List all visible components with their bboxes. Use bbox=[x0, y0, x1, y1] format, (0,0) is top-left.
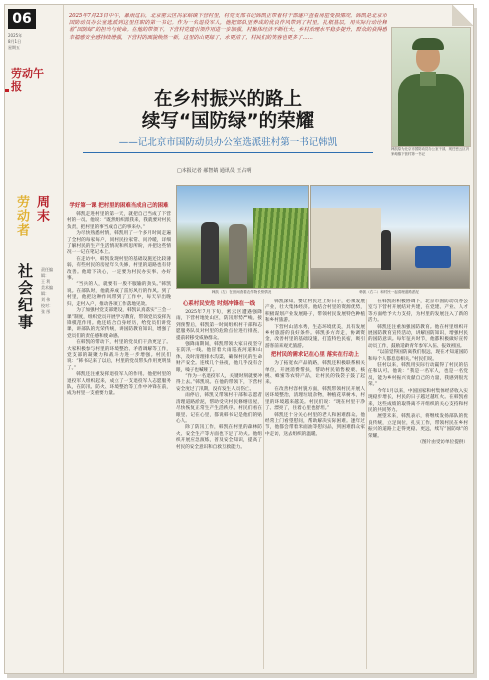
paragraph: 为了拓宽农产品销路，韩凯还积极联系相关单位，开展消费帮扶，帮助村民销售板栗、核桃、蜂蜜等农特产品，让村民的钱袋子鼓了起来。 bbox=[265, 361, 365, 386]
article-column-4 bbox=[368, 299, 468, 669]
subheadline-rule bbox=[83, 152, 373, 153]
section-title-shehuijishi: 社会纪事 bbox=[16, 263, 34, 331]
paragraph: 2025年7月下旬，密云区遭遇强降雨，下营村地处山区，防汛形势严峻。接到预警后，韩凯第一时间组织村干部和志愿服务队员对村里的危险点位进行排查，提前转移受威胁群众。 bbox=[176, 310, 262, 341]
road-cleanup-photo bbox=[310, 185, 470, 289]
editor-line: 张 彤 bbox=[41, 309, 51, 314]
date-line: 星期五 bbox=[8, 45, 20, 50]
page-number: 06 bbox=[8, 9, 36, 29]
red-marker bbox=[5, 89, 9, 92]
paragraph: 韩凯还注重发挥退役军人的作用。他把村里的退役军人组织起来，成立了一支退役军人志愿服务队，在防汛、防火、环境整治等工作中冲锋在前，成为村里一支重要力量。 bbox=[67, 372, 171, 397]
photo-credit: （图片由受访单位提供） bbox=[417, 439, 468, 445]
paragraph: 在韩凯的积极协调下，北京市国防动员办公室与下营村开展结对共建，在党建、产业、人才等方面给予大力支持，为村里的发展注入了新的活力。 bbox=[368, 299, 468, 324]
paragraph: 雨停后，韩凯又带领村干部和志愿者清理道路淤泥，帮助受灾村民修缮房屋，尽快恢复正常生产生活秩序。村民们看在眼里、记在心里，都说韩书记是他们的贴心人。 bbox=[176, 393, 262, 424]
date-line: 8月1日 bbox=[8, 39, 22, 44]
date-line: 2025年 bbox=[8, 33, 23, 38]
paragraph: 展望未来，韩凯表示，将继续发扬部队的优良传统，立足岗位，扎实工作，带领村民在乡村振兴的道路上走得更稳、更远，续写“国防绿”的荣耀。 bbox=[368, 414, 468, 439]
page-masthead-column bbox=[5, 5, 64, 673]
paragraph: 驻村以来，韩凯用实际行动赢得了村民的信任和认可。他说：“我是一名军人，也是一名党员，能为乡村振兴贡献自己的力量，我感到很光荣。” bbox=[368, 363, 468, 388]
editor-credits bbox=[41, 267, 59, 315]
paragraph: 下营村山清水秀，生态环境优美，具有发展乡村旅游的良好条件。韩凯多方奔走，协调资金，改善村里的基础设施，打造特色民宿，吸引游客前来观光旅游。 bbox=[265, 324, 365, 349]
article-column-2 bbox=[176, 299, 262, 669]
paragraph: 在走访中，韩凯发现村里的基础设施还比较薄弱，有些村民的房屋年久失修，村里的道路也有待改善。他暗下决心，一定要为村民办实事、办好事。 bbox=[67, 256, 171, 282]
newspaper-page bbox=[4, 4, 474, 674]
paragraph: 今年1月以来，中国国家和村集体经济收入实现稳步增长，村民的日子越过越红火。在韩凯看来，这些成绩的取得离不开组织的关心支持和村民的共同努力。 bbox=[368, 388, 468, 413]
person-figure bbox=[381, 230, 391, 270]
article-intro: 2025年7月23日中午，暴雨过后，北京密云区冯家峪镇下营村里，村党支部书记韩凯正带着村干部逐户查看房屋受损情况。韩凯是北京市国防动员办公室选派到这里任职的第一书记。作为一名退役军人，他把部队里养成的优良作风带到了村里，扎根基层，用实际行动诠释着“国防绿”的担当与使命。在他的带领下，下营村党建引领作用进一步加强，村集体经济不断壮大，乡村治理水平稳步提升，群众的获得感幸福感安全感持续增强，下营村的面貌焕然一新，这里的山更绿了，水更清了，村民们的笑容也更多了…… bbox=[69, 13, 387, 41]
portrait-photo bbox=[391, 27, 471, 147]
person-figure bbox=[201, 222, 219, 284]
photo-caption: 韩凯（左）在田间查看农作物长势情况 bbox=[211, 290, 272, 294]
paragraph: 为尽快熟悉村情，韩凯用了一个多月时间走遍了全村的每家每户，同村民拉家常、问冷暖，详细了解村民的生产生活情况和所思所盼，并把这些情况一一记在笔记本上。 bbox=[67, 231, 171, 256]
article-column-1 bbox=[67, 201, 171, 669]
blue-vehicle bbox=[415, 246, 451, 268]
editor-line: 责任编辑： bbox=[41, 267, 53, 278]
headline bbox=[67, 89, 389, 133]
section-title-laodongzhe: 劳动者 bbox=[14, 195, 29, 237]
paragraph: 强降雨期间，韩凯带领大家日夜坚守在防汛一线。他冒着大雨巡查河道和山体，及时清理排水沟渠，确保村民的生命财产安全。连续几个昼夜，他几乎没有合眼，嗓子也喊哑了。 bbox=[176, 342, 262, 373]
paragraph: 韩凯还十分关心村里的老人和困难群众。他经常上门看望慰问，帮助解决实际困难。逢年过节，他都会带着米面油等慰问品，到困难群众家中走访，送去组织的温暖。 bbox=[265, 412, 365, 437]
byline: □本报记者 郝智婧 通讯员 王占明 bbox=[177, 168, 252, 174]
page-date bbox=[8, 33, 48, 51]
corn-field bbox=[253, 208, 308, 288]
photo-caption: 韩凯（右二）和村民一起清理道路淤泥 bbox=[359, 290, 419, 294]
paragraph: 在改善村容村貌方面，韩凯带领村民开展人居环境整治，清理垃圾杂物，种植花草树木，村里的环境越来越美。村民们说：“现在村里干净了、漂亮了，住着心里也舒坦。” bbox=[265, 386, 365, 412]
paragraph: 韩凯深知，要让村民过上好日子，必须发展产业，壮大集体经济。他结合村里的资源优势，积极谋划产业发展路子，带领村民发展特色种植和乡村旅游。 bbox=[265, 299, 365, 324]
section-heading: 学好第一课 把村里的困难当成自己的困难 bbox=[69, 203, 169, 209]
newspaper-logo: 劳动午报 bbox=[11, 67, 44, 93]
editor-line: 校对： bbox=[41, 303, 53, 308]
headline-line-2: 续写“国防绿”的荣耀 bbox=[141, 111, 315, 132]
military-cap-shape bbox=[412, 38, 444, 50]
section-heading: 心系村民安危 时刻冲锋在一线 bbox=[183, 301, 255, 307]
editor-line: 王 利 bbox=[41, 279, 51, 284]
paragraph: 为了加强村党支部建设，韩凯认真落实“三会一课”制度，组织党员开展学习教育，带领党员发挥先锋模范作用。他还结合自身经历，给党员们讲党课，讲部队的光荣传统，讲国防教育知识，增强了党员们的责任感和使命感。 bbox=[67, 308, 171, 339]
village-wall bbox=[311, 208, 381, 268]
column-divider bbox=[366, 299, 367, 669]
section-heading: 把村民的需求记在心里 落实在行动上 bbox=[270, 352, 360, 359]
paragraph: 韩凯还注重加强国防教育。他在村里组织开展国防教育宣传活动，讲解国防知识，增强村民的国防意识。每年征兵时节，他都积极做好宣传动员工作，鼓励适龄青年参军入伍、报效祖国。 bbox=[368, 324, 468, 349]
editor-line: 美术编辑： bbox=[41, 285, 53, 296]
paragraph: 除了防汛工作，韩凯在村里的森林防火、安全生产等方面也下足了功夫。他组织开展应急演练，普及安全知识，提高了村民的安全意识和自救互救能力。 bbox=[176, 425, 262, 450]
page-fold-corner bbox=[452, 4, 474, 26]
person-figure bbox=[229, 224, 247, 284]
portrait-caption: 韩凯原为北京市国防动员办公室干部，现任密云区冯家峪镇下营村第一书记 bbox=[391, 147, 469, 156]
field-inspection-photo bbox=[176, 185, 309, 289]
column-divider bbox=[263, 299, 264, 669]
paragraph: “作为一名退役军人，关键时刻就要冲得上去。”韩凯说。在他的带领下，下营村安全度过了汛期，没有发生人员伤亡。 bbox=[176, 374, 262, 392]
editor-line: 刘 伟 bbox=[41, 297, 51, 302]
headline-line-1: 在乡村振兴的路上 bbox=[153, 89, 302, 110]
subheadline: ——记北京市国防动员办公室选派驻村第一书记韩凯 bbox=[118, 137, 338, 148]
paragraph: “以前觉得国防离我们很远，现在才知道国防和每个人都息息相关。”村民们说。 bbox=[368, 350, 468, 362]
article-column-3 bbox=[265, 299, 365, 669]
collar-shape bbox=[420, 72, 436, 86]
paragraph: 韩凯走进村里的第一天，就把自己当成了下营村的一员。他说：“既然组织派我来，我就要对村民负责，把村里的事当成自己的事来办。” bbox=[67, 212, 171, 230]
paragraph: “当兵的人，就要有一股不服输的劲头。”韩凯说。在部队时，他就养成了雷厉风行的作风。到了村里，他把这种作风带到了工作中，每天早出晚归，走村入户，推动各项工作落地见效。 bbox=[67, 282, 171, 307]
paragraph: 在韩凯的带动下，村里的党员们干劲更足了。大家积极参与村里的环境整治、矛盾调解等工作，党支部的凝聚力和战斗力进一步增强。村民们说：“韩书记来了以后，村里的党员带头作用更明显了。” bbox=[67, 340, 171, 371]
section-title-zhoumo: 周末 bbox=[34, 195, 49, 223]
